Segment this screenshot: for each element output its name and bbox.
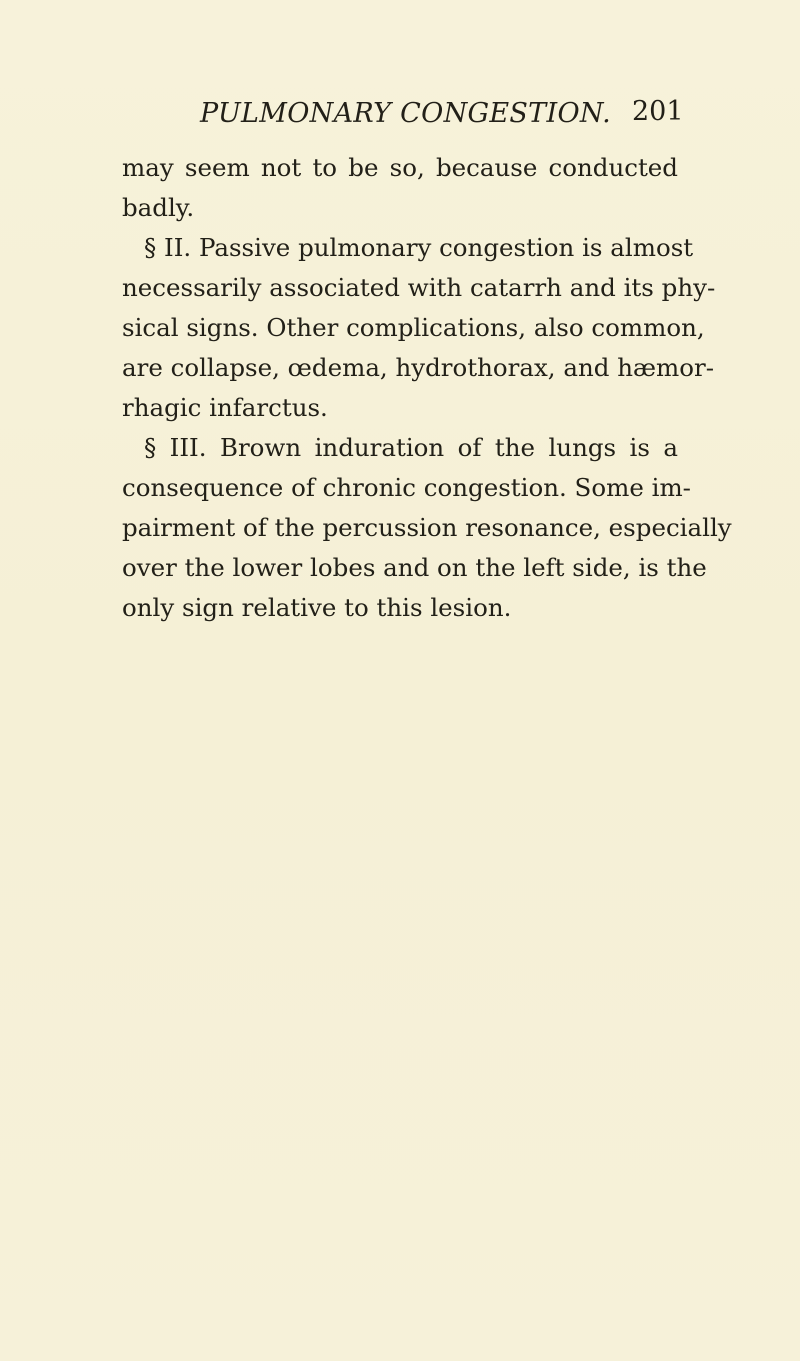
text-line: sical signs. Other complications, also common, — [122, 313, 705, 342]
text-line: consequence of chronic congestion. Some im- — [122, 473, 691, 502]
text-line: only sign relative to this lesion. — [122, 593, 512, 622]
text-line: rhagic infarctus. — [122, 393, 328, 422]
text-line: § II. Passive pulmonary congestion is almost — [144, 233, 694, 262]
page-number: 201 — [632, 96, 684, 127]
text-line: necessarily associated with catarrh and its phy- — [122, 273, 716, 302]
text-line: badly. — [122, 193, 195, 222]
text-line: may seem not to be so, because conducted — [122, 153, 678, 182]
text-line: § III. Brown induration of the lungs is a — [144, 433, 678, 462]
text-line: pairment of the percussion resonance, especially — [122, 513, 732, 542]
text-line: over the lower lobes and on the left side, is the — [122, 553, 707, 582]
running-title: PULMONARY CONGESTION. — [200, 98, 611, 129]
running-head — [200, 96, 684, 138]
text-line: are collapse, œdema, hydrothorax, and hæmor- — [122, 353, 714, 382]
